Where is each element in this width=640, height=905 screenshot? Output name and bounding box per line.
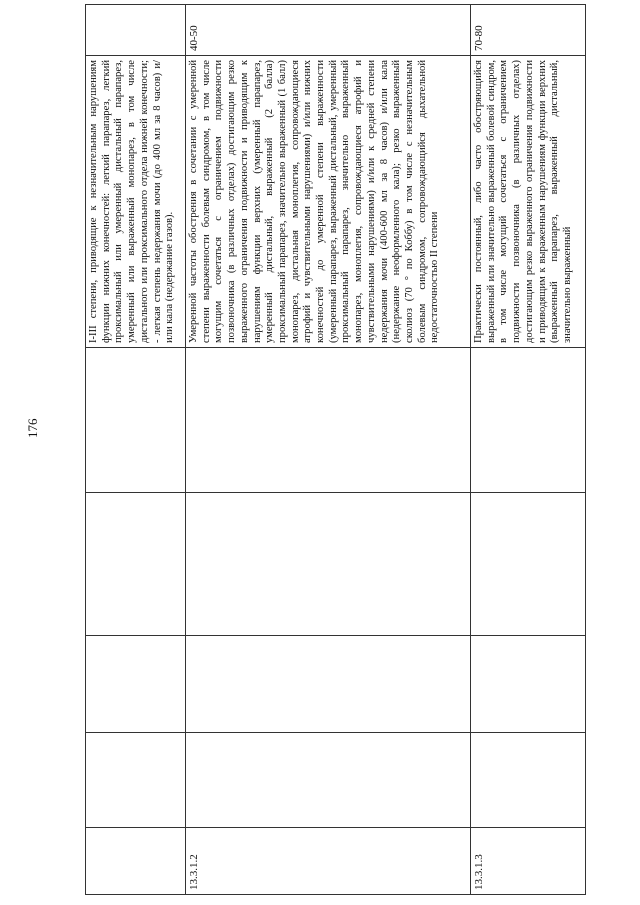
row-description: Практически постоянный, либо часто обостряющийся выраженный или значительно выраженный болевой синдром, в том числе могущий сочетаться с ограничением подвижности позвоночника (в различных отделах) достигающим резко выраженного ограничения подвижности и приводящим к выраженным нарушениям функции верхних (выраженный парапарез, выраженный дистальный, значительно выраженный	[471, 56, 586, 348]
empty-cell	[86, 733, 186, 828]
empty-cell	[186, 348, 471, 493]
row-percent	[86, 5, 186, 56]
row-description: I-III степени, приводящие к незначительным нарушениям функции нижних конечностей: легкий парапарез, легкий проксимальный или умеренный дистальный парапарез, умеренный или выраженный монопарез, в том числе дистального или проксимального отдела нижней конечности; - легкая степень недержания мочи (до 400 мл за 8 часов) и/или кала (недержание газов).	[86, 56, 186, 348]
table-row	[86, 5, 186, 895]
empty-cell	[186, 636, 471, 733]
row-code: 13.3.1.2	[186, 828, 471, 895]
table-row	[186, 5, 471, 895]
empty-cell	[86, 493, 186, 636]
row-percent: 70-80	[471, 5, 586, 56]
table-row	[471, 5, 586, 895]
rotated-table-wrapper	[85, 5, 585, 895]
empty-cell	[471, 636, 586, 733]
empty-cell	[471, 733, 586, 828]
empty-cell	[86, 636, 186, 733]
row-percent: 40-50	[186, 5, 471, 56]
empty-cell	[471, 348, 586, 493]
empty-cell	[471, 493, 586, 636]
empty-cell	[186, 733, 471, 828]
disability-criteria-table	[85, 4, 586, 895]
empty-cell	[86, 348, 186, 493]
page-number: 176	[25, 418, 40, 438]
row-description: Умеренной частоты обострения в сочетании с умеренной степени выраженности болевым синдромом, в том числе могущим сочетаться с ограничением подвижности позвоночника (в различных отделах) достигающим резко выраженного ограничения подвижности и приводящим к нарушениям функции верхних (умеренный парапарез, умеренный дистальный, выраженный (2 балла) проксимальный парапарез, значительно выраженный (1 балл) монопарез, дистальная моноплегия, сопровождающиеся атрофий и чувствительными нарушениями) и/или нижних конечностей до умеренной степени выраженности (умеренный парапарез, выраженный дистальный, умеренный проксимальный парапарез, значительно выраженный монопарез, моноплегия, сопровождающиеся атрофий и чувствительными нарушениями) и/или к средней степени недержания мочи (400-600 мл за 8 часов) и/или кала (недержание неоформленного кала); резко выраженный сколиоз (70 ° по Коббу) в том числе с незначительным болевым синдромом, сопровождающийся дыхательной недостаточностью II степени	[186, 56, 471, 348]
row-code: 13.3.1.3	[471, 828, 586, 895]
empty-cell	[186, 493, 471, 636]
row-code	[86, 828, 186, 895]
